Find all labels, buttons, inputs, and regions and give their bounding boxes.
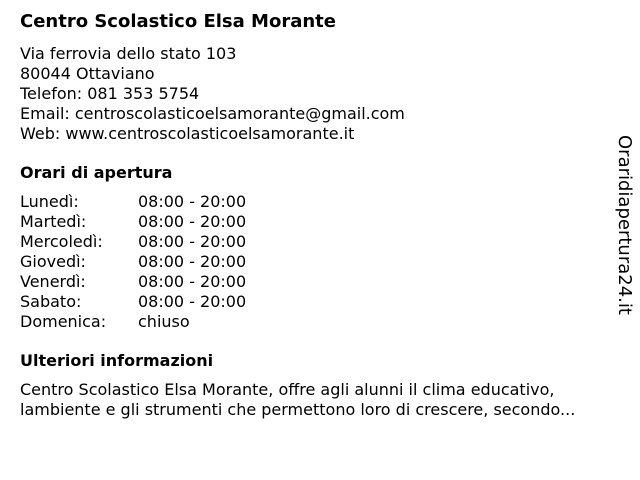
more-info-heading: Ulteriori informazioni <box>20 351 214 370</box>
hours-row <box>20 252 246 272</box>
hours-row <box>20 272 246 292</box>
opening-hours-table <box>20 192 246 332</box>
street-address: Via ferrovia dello stato 103 <box>20 44 237 63</box>
business-description <box>20 380 610 420</box>
hours-row <box>20 232 246 252</box>
day-label: Martedì: <box>20 212 87 231</box>
day-hours: 08:00 - 20:00 <box>138 272 247 291</box>
day-hours: 08:00 - 20:00 <box>138 192 247 211</box>
business-card <box>20 10 610 420</box>
hours-row <box>20 212 246 232</box>
description-line: Centro Scolastico Elsa Morante, offre agli alunni il clima educativo, <box>20 380 555 399</box>
hours-row <box>20 192 246 212</box>
description-line: lambiente e gli strumenti che permettono loro di crescere, secondo... <box>20 400 576 419</box>
day-hours: chiuso <box>138 312 190 331</box>
contact-block <box>20 44 610 144</box>
business-name: Centro Scolastico Elsa Morante <box>20 11 336 32</box>
city-line: 80044 Ottaviano <box>20 64 155 83</box>
day-label: Domenica: <box>20 312 107 331</box>
day-hours: 08:00 - 20:00 <box>138 232 247 251</box>
hours-row <box>20 312 246 332</box>
opening-hours-heading: Orari di apertura <box>20 163 173 182</box>
day-hours: 08:00 - 20:00 <box>138 252 247 271</box>
day-hours: 08:00 - 20:00 <box>138 212 247 231</box>
site-watermark: Oraridiapertura24.it <box>614 135 635 315</box>
web-line: Web: www.centroscolasticoelsamorante.it <box>20 124 355 143</box>
day-label: Giovedì: <box>20 252 86 271</box>
day-hours: 08:00 - 20:00 <box>138 292 247 311</box>
hours-row <box>20 292 246 312</box>
day-label: Lunedì: <box>20 192 79 211</box>
email-line: Email: centroscolasticoelsamorante@gmail.com <box>20 104 405 123</box>
phone-line: Telefon: 081 353 5754 <box>20 84 200 103</box>
day-label: Mercoledì: <box>20 232 103 251</box>
day-label: Venerdì: <box>20 272 86 291</box>
day-label: Sabato: <box>20 292 82 311</box>
